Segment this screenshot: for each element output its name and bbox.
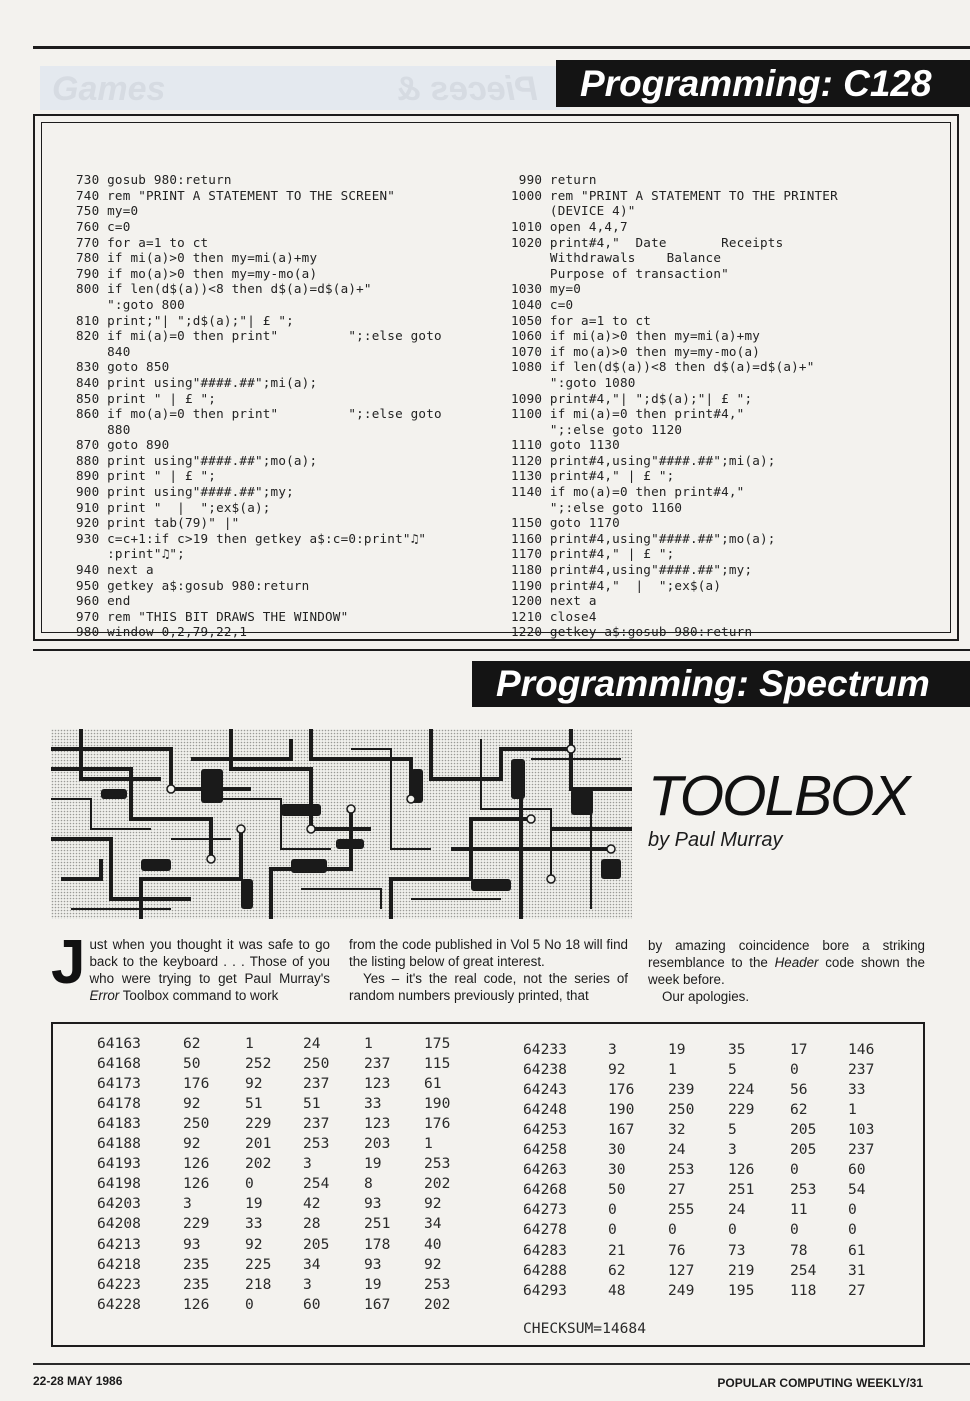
code-line: 920 print tab(79)" |" bbox=[76, 515, 240, 531]
table-value: 0 bbox=[608, 1221, 617, 1239]
table-address: 64263 bbox=[523, 1161, 567, 1179]
code-line: 730 gosub 980:return bbox=[76, 172, 232, 188]
table-value: 175 bbox=[424, 1035, 451, 1052]
table-value: 118 bbox=[790, 1281, 817, 1299]
code-line: 960 end bbox=[76, 593, 131, 609]
table-value: 253 bbox=[424, 1275, 451, 1293]
table-address: 64168 bbox=[97, 1055, 141, 1073]
article-byline: by Paul Murray bbox=[648, 829, 783, 851]
code-line: 800 if len(d$(a))<8 then d$(a)=d$(a)+" bbox=[76, 281, 372, 297]
table-value: 202 bbox=[424, 1175, 451, 1193]
table-value: 203 bbox=[364, 1135, 391, 1153]
code-line: 1160 print#4,using"####.##";mo(a); bbox=[511, 530, 776, 546]
table-value: 17 bbox=[790, 1041, 808, 1058]
table-value: 253 bbox=[303, 1135, 330, 1153]
table-value: 40 bbox=[424, 1235, 442, 1253]
table-value: 92 bbox=[183, 1095, 201, 1113]
table-value: 224 bbox=[728, 1081, 755, 1099]
code-line: 1150 goto 1170 bbox=[511, 515, 620, 531]
code-line: 1100 if mi(a)=0 then print#4," bbox=[511, 406, 745, 422]
col3-text-start: by amazing coincidence bore a striking resemblance to the bbox=[648, 938, 925, 970]
table-address: 64268 bbox=[523, 1181, 567, 1199]
table-value: 123 bbox=[364, 1075, 391, 1093]
table-value: 190 bbox=[608, 1101, 635, 1119]
table-value: 5 bbox=[728, 1061, 737, 1079]
code-line: 1220 getkey a$:gosub 980:return bbox=[511, 624, 753, 640]
code-line: 880 bbox=[76, 421, 131, 437]
table-value: 237 bbox=[848, 1061, 875, 1079]
code-line: 840 bbox=[76, 343, 131, 359]
code-line: 1190 print#4," | ";ex$(a) bbox=[511, 577, 722, 593]
table-value: 126 bbox=[183, 1175, 210, 1193]
code-line: ":goto 1080 bbox=[511, 374, 636, 390]
table-value: 0 bbox=[790, 1161, 799, 1179]
table-address: 64248 bbox=[523, 1101, 567, 1119]
code-line: 790 if mo(a)>0 then my=my-mo(a) bbox=[76, 265, 318, 281]
table-value: 195 bbox=[728, 1281, 755, 1299]
table-value: 62 bbox=[608, 1261, 626, 1279]
table-value: 205 bbox=[790, 1141, 817, 1159]
table-value: 48 bbox=[608, 1281, 626, 1299]
code-line: 840 print using"####.##";mi(a); bbox=[76, 374, 318, 390]
code-line: 940 next a bbox=[76, 562, 154, 578]
table-value: 33 bbox=[364, 1095, 382, 1113]
table-address: 64228 bbox=[97, 1295, 141, 1313]
table-value: 3 bbox=[728, 1141, 737, 1159]
table-value: 253 bbox=[790, 1181, 817, 1199]
table-value: 93 bbox=[183, 1235, 201, 1253]
table-value: 251 bbox=[728, 1181, 755, 1199]
table-value: 202 bbox=[424, 1295, 451, 1313]
table-address: 64193 bbox=[97, 1155, 141, 1173]
table-value: 235 bbox=[183, 1255, 210, 1273]
table-value: 1 bbox=[424, 1135, 433, 1153]
table-value: 62 bbox=[183, 1035, 201, 1052]
table-value: 51 bbox=[245, 1095, 263, 1113]
col1-text-start: ust when you thought it was safe to go back to the keyboard . . . Those of you who were trying to get Paul Murray's bbox=[89, 937, 330, 986]
table-value: 176 bbox=[183, 1075, 210, 1093]
code-line: 1210 close4 bbox=[511, 608, 597, 624]
code-line: :print"♫"; bbox=[76, 546, 185, 562]
table-address: 64183 bbox=[97, 1115, 141, 1133]
code-line: 880 print using"####.##";mo(a); bbox=[76, 452, 318, 468]
table-value: 250 bbox=[183, 1115, 210, 1133]
table-value: 19 bbox=[364, 1275, 382, 1293]
table-value: 237 bbox=[848, 1141, 875, 1159]
table-value: 76 bbox=[668, 1241, 686, 1259]
table-value: 60 bbox=[303, 1295, 321, 1313]
table-value: 21 bbox=[608, 1241, 626, 1259]
table-address: 64208 bbox=[97, 1215, 141, 1233]
section-banner-spectrum: Programming: Spectrum bbox=[472, 661, 970, 707]
ghost-header-left: Games bbox=[52, 70, 166, 108]
table-address: 64218 bbox=[97, 1255, 141, 1273]
table-value: 0 bbox=[848, 1201, 857, 1219]
table-value: 218 bbox=[245, 1275, 272, 1293]
table-value: 1 bbox=[668, 1061, 677, 1079]
table-value: 205 bbox=[790, 1121, 817, 1139]
table-value: 167 bbox=[364, 1295, 391, 1313]
table-value: 0 bbox=[790, 1061, 799, 1079]
table-value: 19 bbox=[668, 1041, 686, 1058]
code-line: 1050 for a=1 to ct bbox=[511, 312, 652, 328]
code-line: 1090 print#4,"| ";d$(a);"| £ "; bbox=[511, 390, 753, 406]
table-value: 205 bbox=[303, 1235, 330, 1253]
code-line: 830 goto 850 bbox=[76, 359, 170, 375]
col2-paragraph-1: from the code published in Vol 5 No 18 will find the listing below of great interest. bbox=[349, 937, 628, 969]
article-title: TOOLBOX bbox=[648, 764, 909, 828]
code-line: 970 rem "THIS BIT DRAWS THE WINDOW" bbox=[76, 608, 349, 624]
table-value: 229 bbox=[183, 1215, 210, 1233]
table-value: 50 bbox=[183, 1055, 201, 1073]
code-line: 1040 c=0 bbox=[511, 296, 574, 312]
table-address: 64293 bbox=[523, 1281, 567, 1299]
ghost-header-right: Pieces & bbox=[396, 70, 538, 108]
table-value: 27 bbox=[848, 1281, 866, 1299]
table-value: 92 bbox=[245, 1235, 263, 1253]
footer-publication: POPULAR COMPUTING WEEKLY/31 bbox=[717, 1376, 923, 1390]
table-address: 64288 bbox=[523, 1261, 567, 1279]
table-value: 219 bbox=[728, 1261, 755, 1279]
table-value: 115 bbox=[424, 1055, 451, 1073]
table-value: 254 bbox=[303, 1175, 330, 1193]
table-value: 0 bbox=[790, 1221, 799, 1239]
table-value: 252 bbox=[245, 1055, 272, 1073]
table-value: 34 bbox=[303, 1255, 321, 1273]
code-line: 870 goto 890 bbox=[76, 437, 170, 453]
code-line: 780 if mi(a)>0 then my=mi(a)+my bbox=[76, 250, 318, 266]
table-value: 92 bbox=[183, 1135, 201, 1153]
table-value: 19 bbox=[364, 1155, 382, 1173]
code-line: 1010 open 4,4,7 bbox=[511, 218, 628, 234]
table-value: 11 bbox=[790, 1201, 808, 1219]
table-value: 33 bbox=[245, 1215, 263, 1233]
code-line: Purpose of transaction" bbox=[511, 265, 729, 281]
bottom-rule bbox=[33, 1363, 970, 1365]
code-line: 1180 print#4,using"####.##";my; bbox=[511, 562, 753, 578]
col1-emphasis: Error bbox=[89, 988, 120, 1003]
table-value: 92 bbox=[424, 1195, 442, 1213]
table-value: 235 bbox=[183, 1275, 210, 1293]
table-value: 28 bbox=[303, 1215, 321, 1233]
table-value: 123 bbox=[364, 1115, 391, 1133]
table-value: 33 bbox=[848, 1081, 866, 1099]
table-value: 225 bbox=[245, 1255, 272, 1273]
table-value: 32 bbox=[668, 1121, 686, 1139]
table-value: 24 bbox=[728, 1201, 746, 1219]
table-value: 3 bbox=[303, 1275, 312, 1293]
table-value: 250 bbox=[668, 1101, 695, 1119]
table-value: 201 bbox=[245, 1135, 272, 1153]
code-line: 980 window 0,2,79,22,1 bbox=[76, 624, 248, 640]
table-address: 64203 bbox=[97, 1195, 141, 1213]
table-address: 64258 bbox=[523, 1141, 567, 1159]
table-value: 0 bbox=[245, 1175, 254, 1193]
table-value: 3 bbox=[303, 1155, 312, 1173]
table-value: 50 bbox=[608, 1181, 626, 1199]
table-value: 255 bbox=[668, 1201, 695, 1219]
code-line: 1110 goto 1130 bbox=[511, 437, 620, 453]
table-value: 253 bbox=[668, 1161, 695, 1179]
table-value: 24 bbox=[668, 1141, 686, 1159]
code-line: 1140 if mo(a)=0 then print#4," bbox=[511, 484, 745, 500]
checksum: CHECKSUM=14684 bbox=[523, 1320, 647, 1337]
code-line: 950 getkey a$:gosub 980:return bbox=[76, 577, 310, 593]
table-value: 30 bbox=[608, 1161, 626, 1179]
table-value: 56 bbox=[790, 1081, 808, 1099]
table-address: 64283 bbox=[523, 1241, 567, 1259]
code-line: 910 print " | ";ex$(a); bbox=[76, 499, 271, 515]
footer-date: 22-28 MAY 1986 bbox=[33, 1374, 123, 1388]
table-value: 1 bbox=[245, 1035, 254, 1052]
table-value: 31 bbox=[848, 1261, 866, 1279]
table-value: 78 bbox=[790, 1241, 808, 1259]
table-value: 237 bbox=[303, 1115, 330, 1133]
col3-emphasis: Header bbox=[774, 955, 819, 970]
table-value: 30 bbox=[608, 1141, 626, 1159]
table-value: 176 bbox=[608, 1081, 635, 1099]
code-line: 990 return bbox=[511, 172, 597, 188]
table-value: 34 bbox=[424, 1215, 442, 1233]
code-line: 1170 print#4," | £ "; bbox=[511, 546, 675, 562]
code-line: 1000 rem "PRINT A STATEMENT TO THE PRINTER bbox=[511, 187, 838, 203]
table-value: 5 bbox=[728, 1121, 737, 1139]
table-value: 127 bbox=[668, 1261, 695, 1279]
table-value: 253 bbox=[424, 1155, 451, 1173]
code-line: 770 for a=1 to ct bbox=[76, 234, 209, 250]
table-value: 178 bbox=[364, 1235, 391, 1253]
table-value: 73 bbox=[728, 1241, 746, 1259]
drop-cap: J bbox=[51, 928, 86, 997]
code-line: 820 if mi(a)=0 then print" ";:else goto bbox=[76, 328, 442, 344]
table-address: 64178 bbox=[97, 1095, 141, 1113]
table-value: 237 bbox=[303, 1075, 330, 1093]
code-line: 810 print;"| ";d$(a);"| £ "; bbox=[76, 312, 294, 328]
table-value: 250 bbox=[303, 1055, 330, 1073]
col1-text-end: Toolbox command to work bbox=[119, 988, 279, 1003]
code-line: 1070 if mo(a)>0 then my=my-mo(a) bbox=[511, 343, 761, 359]
table-value: 92 bbox=[424, 1255, 442, 1273]
table-address: 64273 bbox=[523, 1201, 567, 1219]
table-address: 64278 bbox=[523, 1221, 567, 1239]
table-value: 8 bbox=[364, 1175, 373, 1193]
table-value: 103 bbox=[848, 1121, 875, 1139]
table-value: 0 bbox=[728, 1221, 737, 1239]
code-line: 750 my=0 bbox=[76, 203, 139, 219]
table-value: 254 bbox=[790, 1261, 817, 1279]
table-address: 64233 bbox=[523, 1041, 567, 1058]
code-line: Withdrawals Balance bbox=[511, 250, 722, 266]
code-line: 1080 if len(d$(a))<8 then d$(a)=d$(a)+" bbox=[511, 359, 815, 375]
table-value: 176 bbox=[424, 1115, 451, 1133]
table-value: 92 bbox=[608, 1061, 626, 1079]
code-line: 1030 my=0 bbox=[511, 281, 582, 297]
table-value: 42 bbox=[303, 1195, 321, 1213]
table-value: 24 bbox=[303, 1035, 321, 1052]
code-line: 900 print using"####.##";my; bbox=[76, 484, 294, 500]
table-value: 251 bbox=[364, 1215, 391, 1233]
code-line: ";:else goto 1120 bbox=[511, 421, 683, 437]
code-line: 1020 print#4," Date Receipts bbox=[511, 234, 784, 250]
code-line: 760 c=0 bbox=[76, 218, 131, 234]
table-value: 1 bbox=[364, 1035, 373, 1052]
code-line: 1130 print#4," | £ "; bbox=[511, 468, 675, 484]
code-line: 1060 if mi(a)>0 then my=mi(a)+my bbox=[511, 328, 761, 344]
table-value: 0 bbox=[668, 1221, 677, 1239]
table-address: 64163 bbox=[97, 1035, 141, 1052]
table-value: 229 bbox=[728, 1101, 755, 1119]
table-address: 64173 bbox=[97, 1075, 141, 1093]
code-line: 1120 print#4,using"####.##";mi(a); bbox=[511, 452, 776, 468]
table-value: 0 bbox=[245, 1295, 254, 1313]
table-value: 60 bbox=[848, 1161, 866, 1179]
table-value: 167 bbox=[608, 1121, 635, 1139]
table-address: 64238 bbox=[523, 1061, 567, 1079]
table-address: 64213 bbox=[97, 1235, 141, 1253]
table-address: 64253 bbox=[523, 1121, 567, 1139]
table-value: 61 bbox=[848, 1241, 866, 1259]
table-value: 61 bbox=[424, 1075, 442, 1093]
table-value: 146 bbox=[848, 1041, 875, 1058]
table-value: 51 bbox=[303, 1095, 321, 1113]
code-line: 890 print " | £ "; bbox=[76, 468, 217, 484]
table-value: 229 bbox=[245, 1115, 272, 1133]
section-banner-c128: Programming: C128 bbox=[556, 60, 970, 107]
code-line: 930 c=c+1:if c>19 then getkey a$:c=0:print"♫" bbox=[76, 530, 427, 546]
table-value: 92 bbox=[245, 1075, 263, 1093]
table-address: 64243 bbox=[523, 1081, 567, 1099]
col3-paragraph-2: Our apologies. bbox=[662, 989, 750, 1004]
table-address: 64223 bbox=[97, 1275, 141, 1293]
table-value: 1 bbox=[848, 1101, 857, 1119]
table-value: 190 bbox=[424, 1095, 451, 1113]
code-line: (DEVICE 4)" bbox=[511, 203, 636, 219]
table-value: 126 bbox=[728, 1161, 755, 1179]
table-value: 62 bbox=[790, 1101, 808, 1119]
code-line: 860 if mo(a)=0 then print" ";:else goto bbox=[76, 406, 442, 422]
code-line: 850 print " | £ "; bbox=[76, 390, 217, 406]
code-line: 1200 next a bbox=[511, 593, 597, 609]
table-value: 249 bbox=[668, 1281, 695, 1299]
table-value: 93 bbox=[364, 1255, 382, 1273]
table-value: 27 bbox=[668, 1181, 686, 1199]
table-value: 0 bbox=[608, 1201, 617, 1219]
code-line: ":goto 800 bbox=[76, 296, 185, 312]
table-value: 202 bbox=[245, 1155, 272, 1173]
table-value: 0 bbox=[848, 1221, 857, 1239]
table-value: 239 bbox=[668, 1081, 695, 1099]
table-value: 3 bbox=[608, 1041, 617, 1058]
col2-paragraph-2: Yes – it's the real code, not the series of random numbers previously printed, that bbox=[349, 971, 628, 1003]
table-value: 126 bbox=[183, 1155, 210, 1173]
table-address: 64198 bbox=[97, 1175, 141, 1193]
table-value: 35 bbox=[728, 1041, 746, 1058]
table-value: 93 bbox=[364, 1195, 382, 1213]
table-value: 3 bbox=[183, 1195, 192, 1213]
table-value: 126 bbox=[183, 1295, 210, 1313]
table-value: 54 bbox=[848, 1181, 866, 1199]
table-address: 64188 bbox=[97, 1135, 141, 1153]
code-line: 740 rem "PRINT A STATEMENT TO THE SCREEN" bbox=[76, 187, 396, 203]
table-value: 19 bbox=[245, 1195, 263, 1213]
code-line: ";:else goto 1160 bbox=[511, 499, 683, 515]
col3-text-end: code shown the week before. bbox=[648, 955, 925, 987]
table-value: 237 bbox=[364, 1055, 391, 1073]
